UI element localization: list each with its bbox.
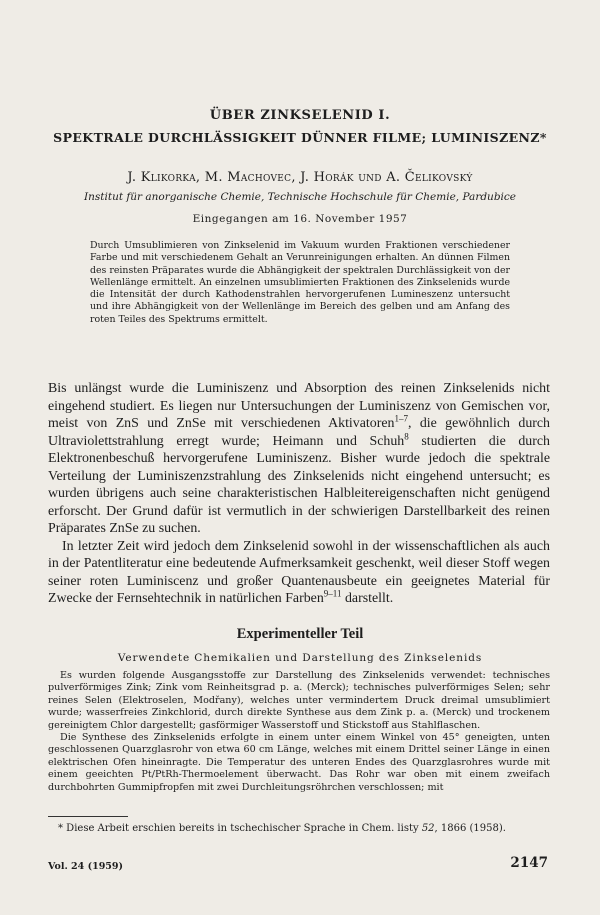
footnote-volume: 52 bbox=[421, 823, 435, 834]
experimental-paragraph-2: Die Synthese des Zinkselenids erfolgte in einem unter einem Winkel von 45° geneigten, unten geschlossenen Quarzglasrohr von etwa 60 cm Länge, welches mit einem Drittel seiner Länge in einen elektrischen Ofen hineinragte. Die Temperatur des unteren Endes des Quarzglasrohres wurde mit einem geeichten Pt/PtRh-Thermoelement überwacht. Das Rohr war oben mit einem zweifach durchbohrten Gummipfropfen mit zwei Durchleitungsröhrchen verschlossen; mit bbox=[48, 732, 550, 793]
experimental-paragraph-1: Es wurden folgende Ausgangsstoffe zur Darstellung des Zinkselenids verwendet: technisches pulverförmiges Zink; Zink vom Reinheitsgrad p. a. (Merck); technisches pulverförmiges Selen; sehr reines Selen (Elektroselen, Modřany), welches unter vermindertem Druck dreimal umsublimiert wurde; wasserfreies Zinkchlorid, durch direkte Synthese aus dem Zink p. a. (Merck) und trockenem gereinigtem Chlor dargestellt; gasförmiger Wasserstoff und Stickstoff aus Stahlflaschen. bbox=[48, 670, 550, 731]
body-paragraph-1 bbox=[48, 380, 550, 538]
citation-9-11: 9–11 bbox=[323, 588, 342, 599]
page-number: 2147 bbox=[510, 855, 548, 871]
footnote-marker: * bbox=[58, 823, 63, 834]
abstract: Durch Umsublimieren von Zinkselenid im Vakuum wurden Fraktionen verschiedener Farbe und mit verschiedenem Gehalt an Verunreinigungen erhalten. An dünnen Filmen des reinsten Präparates wurde die Abhängigkeit der spektralen Durchlässigkeit von der Wellenlänge ermittelt. An einzelnen umsublimierten Fraktionen des Zinkselenids wurde die Intensität der durch Kathodenstrahlen hervorgerufenen Lumineszenz untersucht und ihre Abhängigkeit von der Wellenlänge im Bereich des gelben und am Anfang des roten Teiles des Spektrums ermittelt. bbox=[90, 240, 510, 325]
body-p2-text-a: In letzter Zeit wird jedoch dem Zinkselenid sowohl in der wissenschaftlichen als auch in der Patentliteratur eine bedeutende Aufmerksamkeit geschenkt, weil dieser Stoff wegen seiner roten Luminiscenz und großer Quantenausbeute ein geeignetes Material für Zwecke der Fernsehtechnik in natürlichen Farben bbox=[48, 538, 550, 606]
citation-8: 8 bbox=[404, 430, 409, 441]
footnote-text-a: Diese Arbeit erschien bereits in tschechischer Sprache in Chem. listy bbox=[63, 823, 422, 834]
footnote-rule bbox=[48, 816, 128, 817]
body-p1-text-b: , die gewöhnlich durch Ultraviolettstrahlung erregt wurde; Heimann und Schuh bbox=[48, 416, 550, 449]
affiliation: Institut für anorganische Chemie, Technische Hochschule für Chemie, Pardubice bbox=[83, 191, 516, 203]
body-text bbox=[48, 380, 550, 608]
footnote bbox=[48, 822, 560, 835]
citation-1-7: 1–7 bbox=[394, 413, 408, 424]
received-date: Eingegangen am 16. November 1957 bbox=[192, 213, 408, 225]
body-paragraph-2 bbox=[48, 538, 550, 608]
subsection-heading: Verwendete Chemikalien und Darstellung des Zinkselenids bbox=[117, 652, 483, 664]
body-p1-text-a: Bis unlängst wurde die Luminiszenz und Absorption des reinen Zinkselenids nicht eingehend studiert. Es liegen nur Untersuchungen der Luminiszenz von Gemischen vor, meist von ZnS und ZnSe mit verschiedenen Aktivatoren bbox=[48, 381, 550, 431]
title-line-1: ÜBER ZINKSELENID I. bbox=[209, 108, 391, 123]
footnote-text-b: , 1866 (1958). bbox=[434, 823, 506, 834]
title-line-2: SPEKTRALE DURCHLÄSSIGKEIT DÜNNER FILME; LUMINISZENZ* bbox=[53, 130, 547, 145]
experimental-text bbox=[48, 670, 550, 794]
section-heading: Experimenteller Teil bbox=[236, 626, 364, 642]
body-p2-text-b: darstellt. bbox=[341, 591, 394, 606]
journal-volume: Vol. 24 (1959) bbox=[48, 861, 124, 872]
body-p1-text-c: studierten die durch Elektronenbeschuß hervorgerufene Luminiszenz. Bisher wurde jedoch die spektrale Verteilung der Luminiszenzstrahlung des Zinkselenids nicht eingehend untersucht; es wurden übrigens auch seine charakteristischen Halbleitereigenschaften nicht genügend erforscht. Der Grund dafür ist vermutlich in der schwierigen Darstellbarkeit des reinen Präparates ZnSe zu suchen. bbox=[48, 433, 550, 536]
authors: J. Klikorka, M. Machovec, J. Horák und A. Čelikovský bbox=[127, 170, 473, 185]
